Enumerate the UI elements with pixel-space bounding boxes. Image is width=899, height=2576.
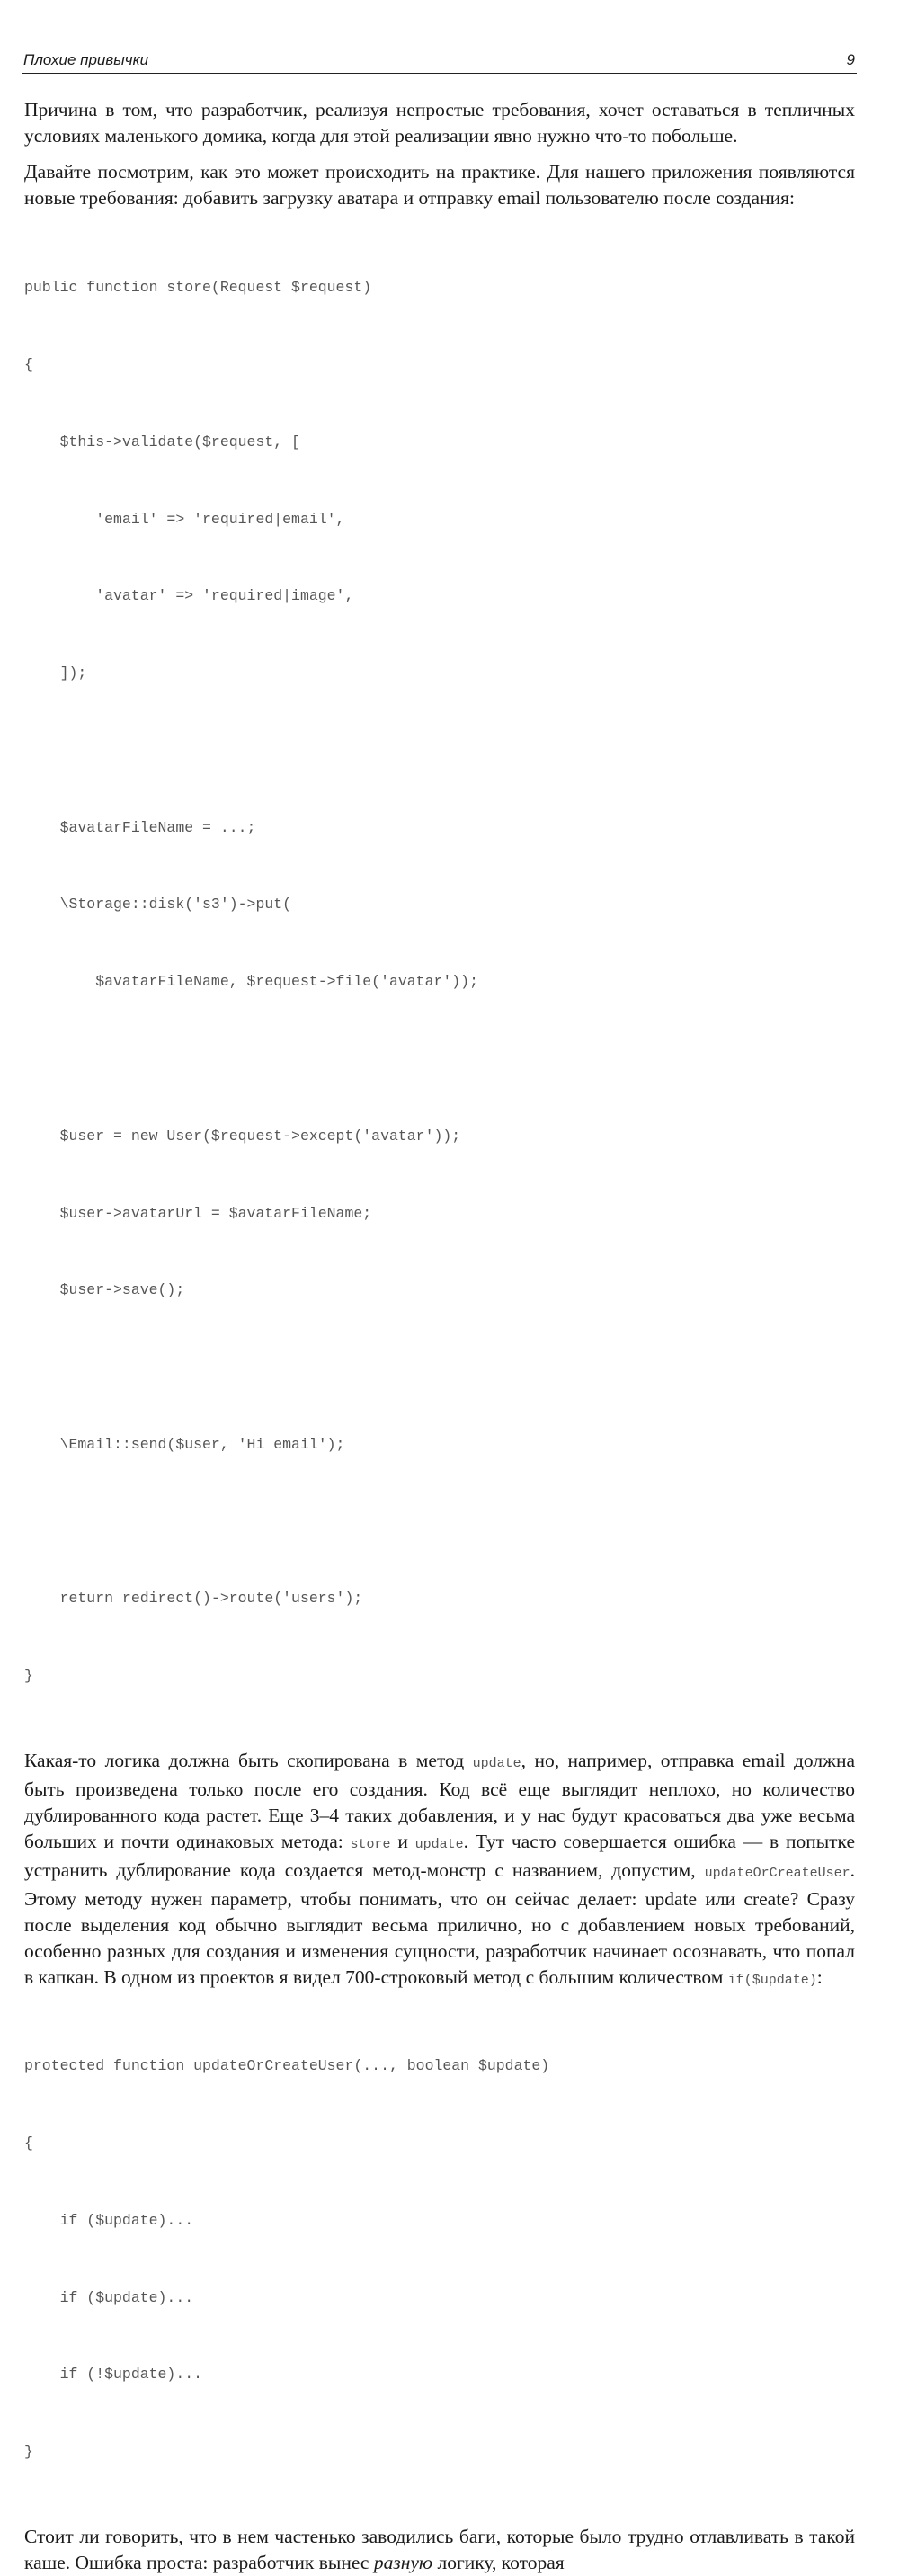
code-line: [24, 1047, 855, 1073]
text-run: . Этому методу нужен параметр, чтобы понимать, что он сейчас делает: update или create? Сразу после выделения код обычно выглядит весьма прилично, но с добавлением новых требований, особенно разных для создания и изменения сущности, разработчик начинает осознавать, что попал в капкан. В одном из проектов я видел 700-строковый метод с большим количеством: [24, 1859, 855, 1989]
inline-code-update: update: [414, 1837, 464, 1853]
code-line: $avatarFileName = ...;: [24, 818, 256, 836]
code-line: public function store(Request $request): [24, 279, 372, 297]
code-line: {: [24, 355, 33, 373]
code-line: [24, 1510, 855, 1536]
text-run: Стоит ли говорить, что в нем частенько заводились баги, которые было трудно отлавливать в такой каше. Ошибка проста: разработчик вынес: [24, 2525, 855, 2573]
paragraph-3: [24, 1748, 855, 1993]
code-line: ]);: [24, 664, 87, 682]
code-line: {: [24, 2135, 33, 2152]
code-line: $user->save();: [24, 1281, 185, 1299]
code-line: [24, 738, 855, 764]
inline-code-store: store: [350, 1837, 391, 1853]
code-line: 'avatar' => 'required|image',: [24, 587, 354, 605]
text-run: . Тут часто совершается ошибка — в попытке устранить дублирование кода создается метод-монстр с названием, допустим,: [24, 1831, 856, 1882]
paragraph-4: [24, 2524, 855, 2576]
code-block-update-or-create: [24, 2002, 855, 2517]
code-block-store: [24, 224, 855, 1741]
code-line: }: [24, 2443, 33, 2461]
code-line: if ($update)...: [24, 2211, 194, 2229]
paragraph-1: Причина в том, что разработчик, реализуя непростые требования, хочет оставаться в тепличных условиях маленького домика, когда для этой реализации явно нужно что-то побольше.: [24, 99, 855, 147]
code-line: \Storage::disk('s3')->put(: [24, 896, 292, 914]
code-line: $avatarFileName, $request->file('avatar'));: [24, 973, 478, 991]
code-line: \Email::send($user, 'Hi email');: [24, 1435, 345, 1453]
text-run: логику, которая: [432, 2551, 565, 2573]
code-line: [24, 1355, 855, 1381]
code-line: 'email' => 'required|email',: [24, 510, 345, 528]
chapter-title: Плохие привычки: [23, 51, 149, 68]
text-run: , но, например, отправка email должна быть произведена только после его создания. Код всё еще выглядит неплохо, но количество дублированного кода растет. Еще 3–4 таких добавления, и у нас будут красоваться два уже весьма больших и почти одинаковых метода:: [24, 1750, 855, 1853]
code-line: return redirect()->route('users');: [24, 1590, 363, 1608]
code-line: $user = new User($request->except('avatar'));: [24, 1127, 461, 1145]
code-line: if (!$update)...: [24, 2366, 203, 2384]
text-run: и: [390, 1831, 415, 1853]
inline-code-if-update: if($update): [727, 1973, 817, 1989]
code-line: }: [24, 1667, 33, 1685]
code-line: if ($update)...: [24, 2288, 194, 2306]
running-header: [22, 49, 857, 74]
paragraph-2: Давайте посмотрим, как это может происходить на практике. Для нашего приложения появляются новые требования: добавить загрузку аватара и отправку email пользователю после создания:: [24, 161, 855, 209]
code-line: $user->avatarUrl = $avatarFileName;: [24, 1204, 372, 1222]
page-body: [24, 97, 855, 2576]
page-number: 9: [846, 51, 855, 68]
inline-code-method-name: updateOrCreateUser: [704, 1866, 850, 1882]
inline-code-update: update: [472, 1756, 521, 1772]
code-line: $this->validate($request, [: [24, 432, 300, 450]
text-run: Какая-то логика должна быть скопирована в метод: [24, 1750, 473, 1772]
emphasis-word: разную: [373, 2551, 433, 2573]
code-line: protected function updateOrCreateUser(..., boolean $update): [24, 2057, 550, 2075]
text-run: :: [816, 1966, 823, 1989]
